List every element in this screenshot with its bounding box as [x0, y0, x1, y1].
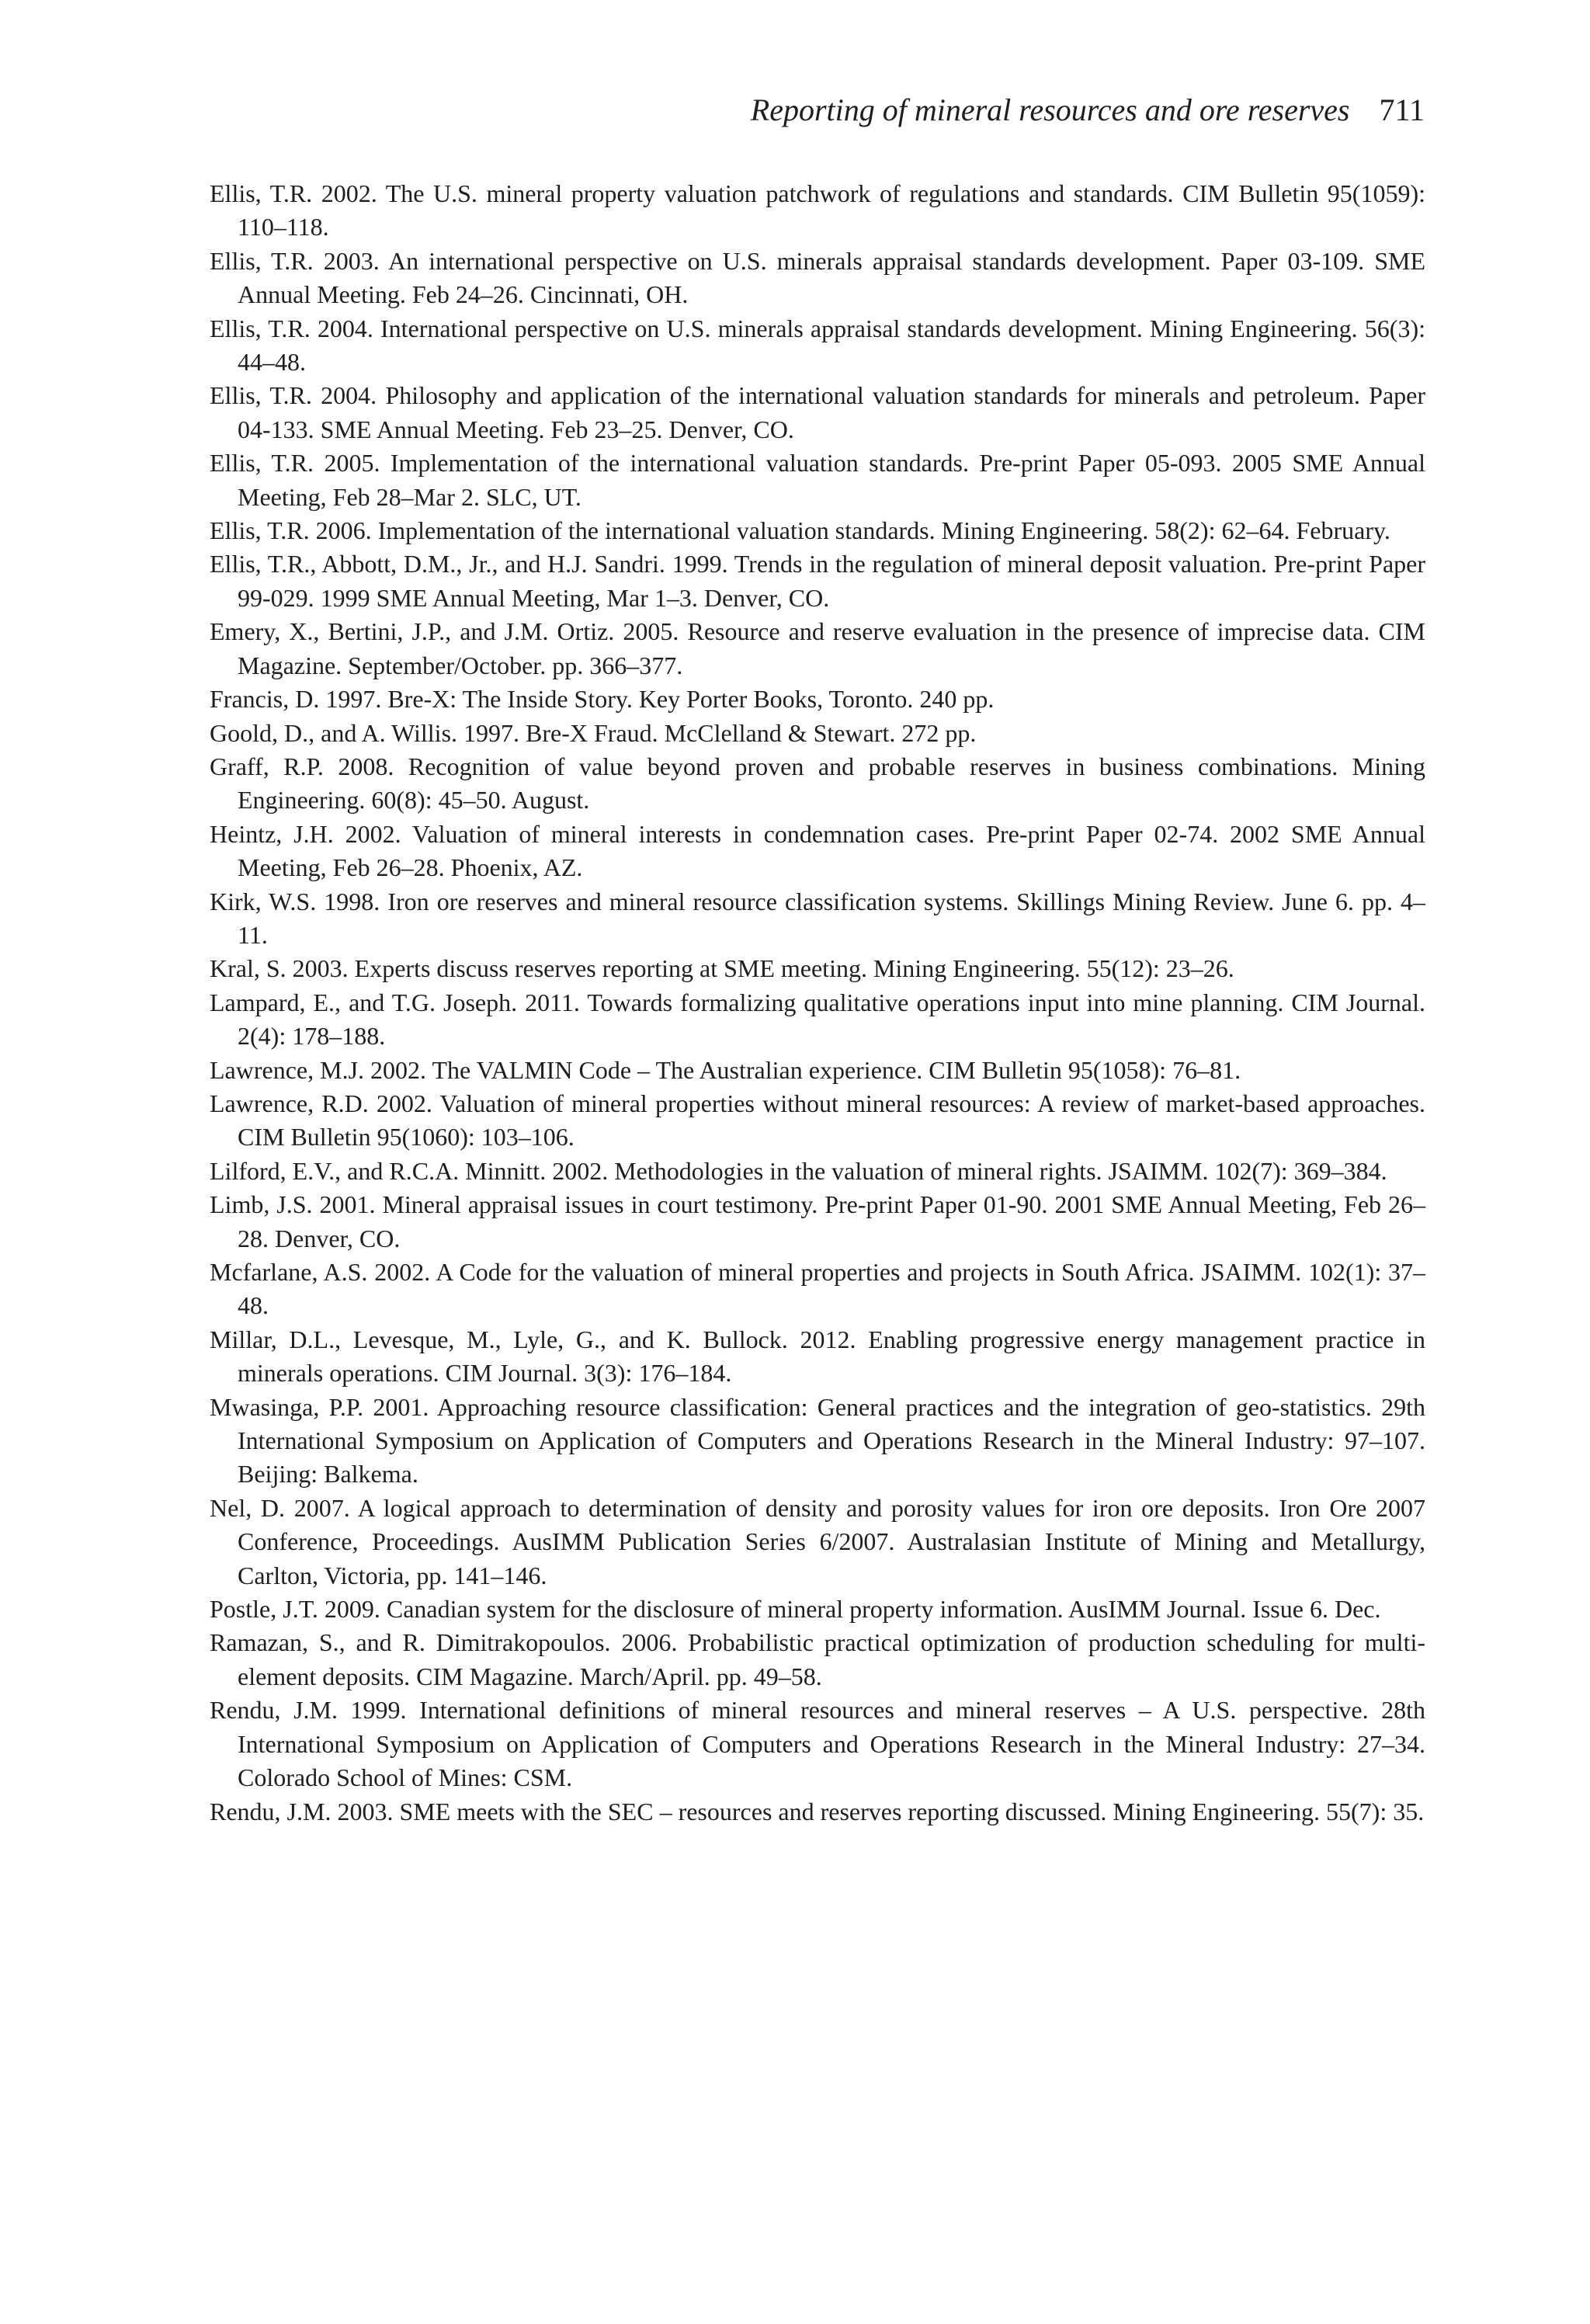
running-title: Reporting of mineral resources and ore reserves: [750, 92, 1350, 127]
reference-entry: Postle, J.T. 2009. Canadian system for the disclosure of mineral property information. AusIMM Journal. Issue 6. Dec.: [210, 1595, 1381, 1624]
reference-entry: Ellis, T.R. 2004. International perspective on U.S. minerals appraisal standards development. Mining Engineering. 56(3): 44–48.: [210, 314, 1425, 377]
reference-entry: Emery, X., Bertini, J.P., and J.M. Ortiz. 2005. Resource and reserve evaluation in the presence of imprecise data. CIM Magazine. September/October. pp. 366–377.: [210, 617, 1425, 679]
reference-entry: Ellis, T.R. 2004. Philosophy and application of the international valuation standards for minerals and petroleum. Paper 04-133. SME Annual Meeting. Feb 23–25. Denver, CO.: [210, 381, 1425, 443]
reference-entry: Lilford, E.V., and R.C.A. Minnitt. 2002. Methodologies in the valuation of mineral rights. JSAIMM. 102(7): 369–384.: [210, 1156, 1387, 1185]
reference-entry: Ellis, T.R. 2002. The U.S. mineral property valuation patchwork of regulations and standards. CIM Bulletin 95(1059): 110–118.: [210, 179, 1425, 241]
reference-entry: Ramazan, S., and R. Dimitrakopoulos. 2006. Probabilistic practical optimization of production scheduling for multi-element deposits. CIM Magazine. March/April. pp. 49–58.: [210, 1628, 1425, 1690]
reference-entry: Lawrence, R.D. 2002. Valuation of mineral properties without mineral resources: A review of market-based approaches. CIM Bulletin 95(1060): 103–106.: [210, 1089, 1425, 1152]
reference-entry: Limb, J.S. 2001. Mineral appraisal issues in court testimony. Pre-print Paper 01-90. 2001 SME Annual Meeting, Feb 26–28. Denver, CO.: [210, 1190, 1425, 1252]
reference-entry: Millar, D.L., Levesque, M., Lyle, G., and K. Bullock. 2012. Enabling progressive energy management practice in minerals operations. CIM Journal. 3(3): 176–184.: [210, 1325, 1425, 1388]
reference-entry: Mwasinga, P.P. 2001. Approaching resource classification: General practices and the integration of geo-statistics. 29th International Symposium on Application of Computers and Operations Research in the Mineral Industry: 97–107. Beijing: Balkema.: [210, 1392, 1425, 1489]
running-head: [751, 92, 1425, 129]
reference-entry: Goold, D., and A. Willis. 1997. Bre-X Fraud. McClelland & Stewart. 272 pp.: [210, 718, 977, 747]
reference-list: [210, 177, 1425, 1829]
reference-entry: Nel, D. 2007. A logical approach to determination of density and porosity values for iron ore deposits. Iron Ore 2007 Conference, Proceedings. AusIMM Publication Series 6/2007. Australasian Institute of Mining and Metallurgy, Carlton, Victoria, pp. 141–146.: [210, 1493, 1425, 1589]
reference-entry: Graff, R.P. 2008. Recognition of value beyond proven and probable reserves in business combinations. Mining Engineering. 60(8): 45–50. August.: [210, 752, 1425, 815]
reference-entry: Mcfarlane, A.S. 2002. A Code for the valuation of mineral properties and projects in South Africa. JSAIMM. 102(1): 37–48.: [210, 1258, 1425, 1320]
reference-entry: Lampard, E., and T.G. Joseph. 2011. Towards formalizing qualitative operations input into mine planning. CIM Journal. 2(4): 178–188.: [210, 988, 1425, 1051]
reference-entry: Rendu, J.M. 1999. International definitions of mineral resources and mineral reserves – A U.S. perspective. 28th International Symposium on Application of Computers and Operations Research in the Mineral Industry: 27–34. Colorado School of Mines: CSM.: [210, 1696, 1425, 1792]
reference-entry: Ellis, T.R. 2006. Implementation of the international valuation standards. Mining Engineering. 58(2): 62–64. February.: [210, 516, 1390, 545]
reference-entry: Kirk, W.S. 1998. Iron ore reserves and mineral resource classification systems. Skillings Mining Review. June 6. pp. 4–11.: [210, 887, 1425, 949]
page-number: 711: [1379, 92, 1425, 127]
reference-entry: Ellis, T.R. 2003. An international perspective on U.S. minerals appraisal standards development. Paper 03-109. SME Annual Meeting. Feb 24–26. Cincinnati, OH.: [210, 246, 1425, 309]
reference-entry: Kral, S. 2003. Experts discuss reserves reporting at SME meeting. Mining Engineering. 55(12): 23–26.: [210, 954, 1234, 983]
reference-entry: Francis, D. 1997. Bre-X: The Inside Story. Key Porter Books, Toronto. 240 pp.: [210, 685, 995, 714]
reference-entry: Ellis, T.R., Abbott, D.M., Jr., and H.J. Sandri. 1999. Trends in the regulation of mineral deposit valuation. Pre-print Paper 99-029. 1999 SME Annual Meeting, Mar 1–3. Denver, CO.: [210, 550, 1425, 612]
reference-entry: Ellis, T.R. 2005. Implementation of the international valuation standards. Pre-print Paper 05-093. 2005 SME Annual Meeting, Feb 28–Mar 2. SLC, UT.: [210, 449, 1425, 511]
reference-entry: Lawrence, M.J. 2002. The VALMIN Code – The Australian experience. CIM Bulletin 95(1058): 76–81.: [210, 1055, 1241, 1084]
reference-entry: Heintz, J.H. 2002. Valuation of mineral interests in condemnation cases. Pre-print Paper 02-74. 2002 SME Annual Meeting, Feb 26–28. Phoenix, AZ.: [210, 819, 1425, 882]
reference-entry: Rendu, J.M. 2003. SME meets with the SEC – resources and reserves reporting discussed. Mining Engineering. 55(7): 35.: [210, 1797, 1425, 1826]
